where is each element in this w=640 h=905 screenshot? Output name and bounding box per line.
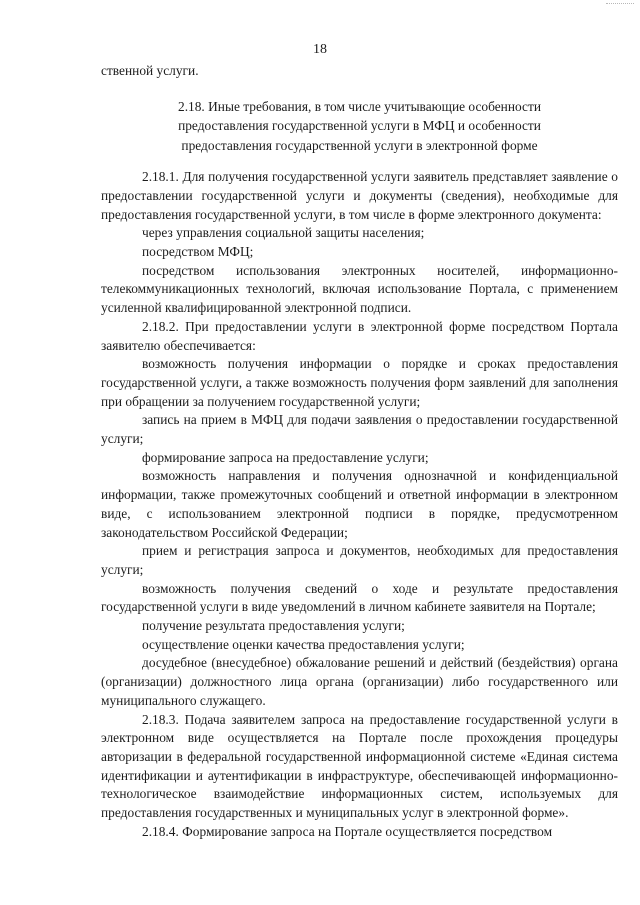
paragraph-p2: через управления социальной защиты населения;: [142, 225, 425, 241]
paragraph-p7: запись на прием в МФЦ для подачи заявления о предоставлении государственной услуги;: [101, 412, 618, 447]
scan-corner-mark: [606, 3, 634, 10]
paragraph-p15: 2.18.3. Подача заявителем запроса на предоставление государственной услуги в электронном виде осуществляется на Портале после прохождения процедуры авторизации в федеральной государственной информационной системе «Единая система идентификации и аутентификации в инфраструктуре, обеспечивающей информационно-технологическое взаимодействие информационных систем, используемых для предоставления государственных и муниципальных услуг в электронной форме».: [101, 711, 618, 821]
paragraph-p13: осуществление оценки качества предоставления услуги;: [142, 636, 465, 652]
paragraph-p9: возможность направления и получения однозначной и конфиденциальной информации, также промежуточных сообщений и ответной информации в электронном виде, с использованием электронной подписи в порядке, предусмотренном законодательством Российской Федерации;: [101, 468, 618, 540]
paragraph-p4: посредством использования электронных носителей, информационно-телекоммуникационных технологий, включая использование Портала, с применением усиленной квалифицированной электронной подписи.: [101, 262, 618, 316]
heading-line: предоставления государственной услуги в электронной форме: [181, 137, 538, 153]
paragraph-p6: возможность получения информации о порядке и сроках предоставления государственной услуги, а также возможность получения форм заявлений для заполнения при обращении за получением государственной услуги;: [101, 356, 618, 409]
heading-line: предоставления государственной услуги в МФЦ и особенности: [178, 118, 541, 134]
heading-line: 2.18. Иные требования, в том числе учитывающие особенности: [178, 98, 541, 114]
paragraph-p8: формирование запроса на предоставление услуги;: [142, 449, 429, 465]
paragraph-p14: досудебное (внесудебное) обжалование решений и действий (бездействия) органа (организации) должностного лица органа (организации) либо государственного или муниципального служащего.: [101, 655, 618, 708]
document-body: [101, 62, 618, 842]
page-number: 18: [313, 42, 327, 57]
paragraph-p11: возможность получения сведений о ходе и результате предоставления государственной услуги в виде уведомлений в личном кабинете заявителя на Портале;: [101, 580, 618, 615]
paragraph-p1: 2.18.1. Для получения государственной услуги заявитель представляет заявление о предоставлении государственной услуги и документы (сведения), необходимые для предоставления государственной услуги, в том числе в форме электронного документа:: [101, 169, 618, 222]
carry-over-text: ственной услуги.: [101, 63, 199, 78]
paragraph-list: [101, 168, 618, 841]
section-heading: [101, 97, 618, 156]
paragraph-p5: 2.18.2. При предоставлении услуги в электронной форме посредством Портала заявителю обеспечивается:: [101, 318, 618, 353]
paragraph-p3: посредством МФЦ;: [142, 244, 254, 260]
paragraph-p10: прием и регистрация запроса и документов, необходимых для предоставления услуги;: [101, 543, 618, 577]
paragraph-p12: получение результата предоставления услуги;: [142, 618, 405, 634]
paragraph-p16: 2.18.4. Формирование запроса на Портале осуществляется посредством: [142, 823, 553, 839]
